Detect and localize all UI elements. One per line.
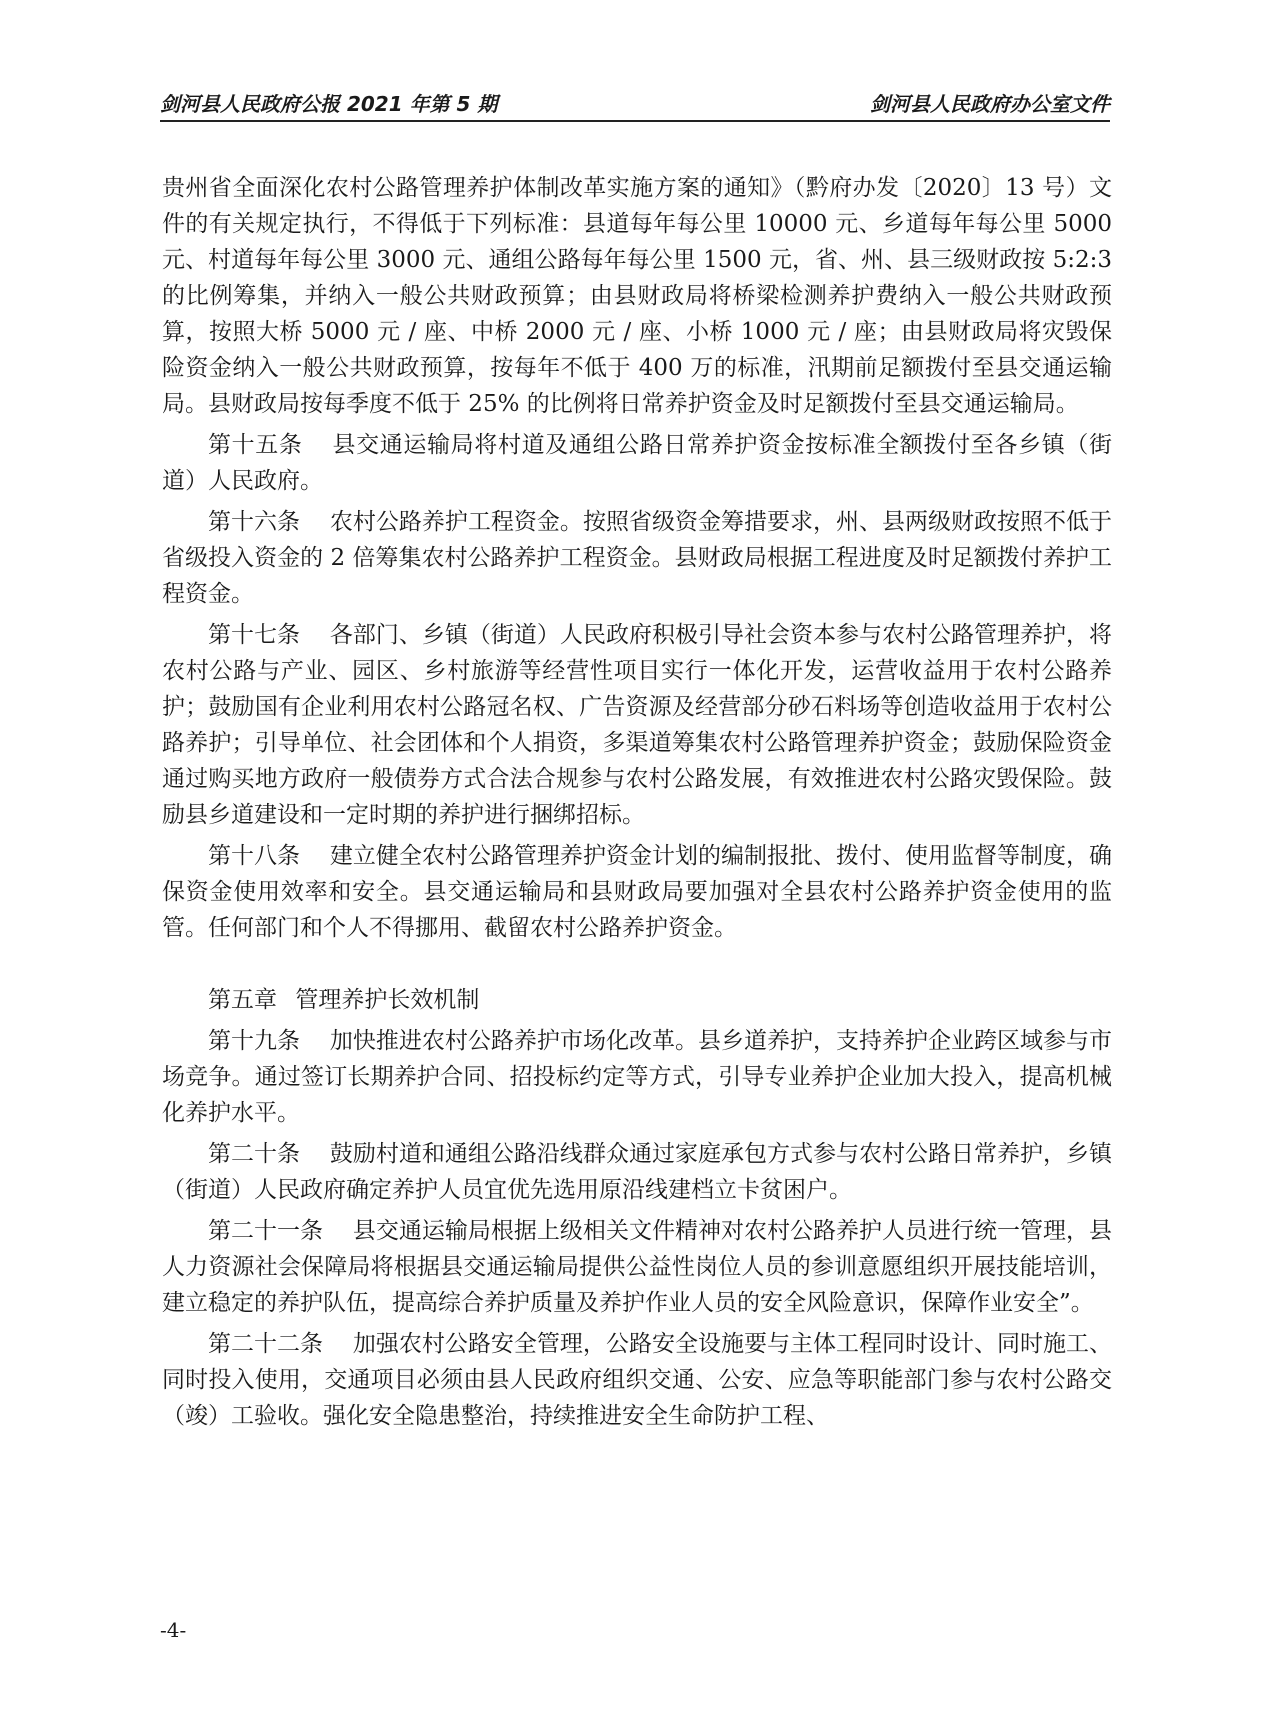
article-label: 第十六条 (208, 509, 301, 535)
article-16 (162, 504, 1112, 612)
running-header (160, 88, 1110, 116)
article-label: 第十九条 (208, 1028, 301, 1054)
header-issuer: 剑河县人民政府办公室文件 (870, 92, 1110, 116)
paragraph-text: 贵州省全面深化农村公路管理养护体制改革实施方案的通知》（黔府办发〔2020〕13 号）文件的有关规定执行，不得低于下列标准：县道每年每公里 10000 元、乡道每年每公里 5000 元、村道每年每公里 3000 元、通组公路每年每公里 1500 元，省、州、县三级财政按 5:2:3 的比例筹集，并纳入一般公共财政预算；由县财政局将桥梁检测养护费纳入一般公共财政预算，按照大桥 5000 元 / 座、中桥 2000 元 / 座、小桥 1000 元 / 座；由县财政局将灾毁保险资金纳入一般公共财政预算，按每年不低于 400 万的标准，汛期前足额拨付至县交通运输局。县财政局按每季度不低于 25% 的比例将日常养护资金及时足额拨付至县交通运输局。 (162, 175, 1112, 417)
article-15 (162, 427, 1112, 499)
paragraph-continuation (162, 170, 1112, 422)
chapter-title: 管理养护长效机制 (295, 987, 480, 1013)
article-label: 第十七条 (208, 622, 301, 648)
chapter-heading (162, 982, 1112, 1018)
document-body (162, 170, 1112, 1439)
article-label: 第二十一条 (208, 1218, 324, 1244)
article-22 (162, 1326, 1112, 1434)
article-text: 县交通运输局根据上级相关文件精神对农村公路养护人员进行统一管理，县人力资源社会保障局将根据县交通运输局提供公益性岗位人员的参训意愿组织开展技能培训，建立稳定的养护队伍，提高综合养护质量及养护作业人员的安全风险意识，保障作业安全”。 (162, 1218, 1113, 1316)
article-text: 加快推进农村公路养护市场化改革。县乡道养护，支持养护企业跨区域参与市场竞争。通过签订长期养护合同、招投标约定等方式，引导专业养护企业加大投入，提高机械化养护水平。 (162, 1028, 1113, 1126)
article-20 (162, 1136, 1112, 1208)
article-text: 各部门、乡镇（街道）人民政府积极引导社会资本参与农村公路管理养护，将农村公路与产业、园区、乡村旅游等经营性项目实行一体化开发，运营收益用于农村公路养护；鼓励国有企业利用农村公路冠名权、广告资源及经营部分砂石料场等创造收益用于农村公路养护；引导单位、社会团体和个人捐资，多渠道筹集农村公路管理养护资金；鼓励保险资金通过购买地方政府一般债券方式合法合规参与农村公路发展，有效推进农村公路灾毁保险。鼓励县乡道建设和一定时期的养护进行捆绑招标。 (162, 622, 1113, 828)
header-publication-title: 剑河县人民政府公报 2021 年第 5 期 (160, 92, 498, 116)
article-21 (162, 1213, 1112, 1321)
article-label: 第十五条 (208, 432, 303, 458)
chapter-label: 第五章 (208, 987, 277, 1013)
article-text: 鼓励村道和通组公路沿线群众通过家庭承包方式参与农村公路日常养护，乡镇（街道）人民政府确定养护人员宜优先选用原沿线建档立卡贫困户。 (162, 1141, 1113, 1203)
header-divider (160, 120, 1110, 122)
article-18 (162, 838, 1112, 946)
article-text: 县交通运输局将村道及通组公路日常养护资金按标准全额拨付至各乡镇（街道）人民政府。 (162, 432, 1113, 494)
article-text: 建立健全农村公路管理养护资金计划的编制报批、拨付、使用监督等制度，确保资金使用效率和安全。县交通运输局和县财政局要加强对全县农村公路养护资金使用的监管。任何部门和个人不得挪用、截留农村公路养护资金。 (162, 843, 1113, 941)
article-text: 加强农村公路安全管理，公路安全设施要与主体工程同时设计、同时施工、同时投入使用，交通项目必须由县人民政府组织交通、公安、应急等职能部门参与农村公路交（竣）工验收。强化安全隐患整治，持续推进安全生命防护工程、 (162, 1331, 1113, 1429)
article-text: 农村公路养护工程资金。按照省级资金筹措要求，州、县两级财政按照不低于省级投入资金的 2 倍筹集农村公路养护工程资金。县财政局根据工程进度及时足额拨付养护工程资金。 (162, 509, 1113, 607)
page-number: -4- (160, 1618, 187, 1642)
article-label: 第二十二条 (208, 1331, 324, 1357)
article-label: 第十八条 (208, 843, 301, 869)
article-19 (162, 1023, 1112, 1131)
article-label: 第二十条 (208, 1141, 301, 1167)
article-17 (162, 617, 1112, 833)
